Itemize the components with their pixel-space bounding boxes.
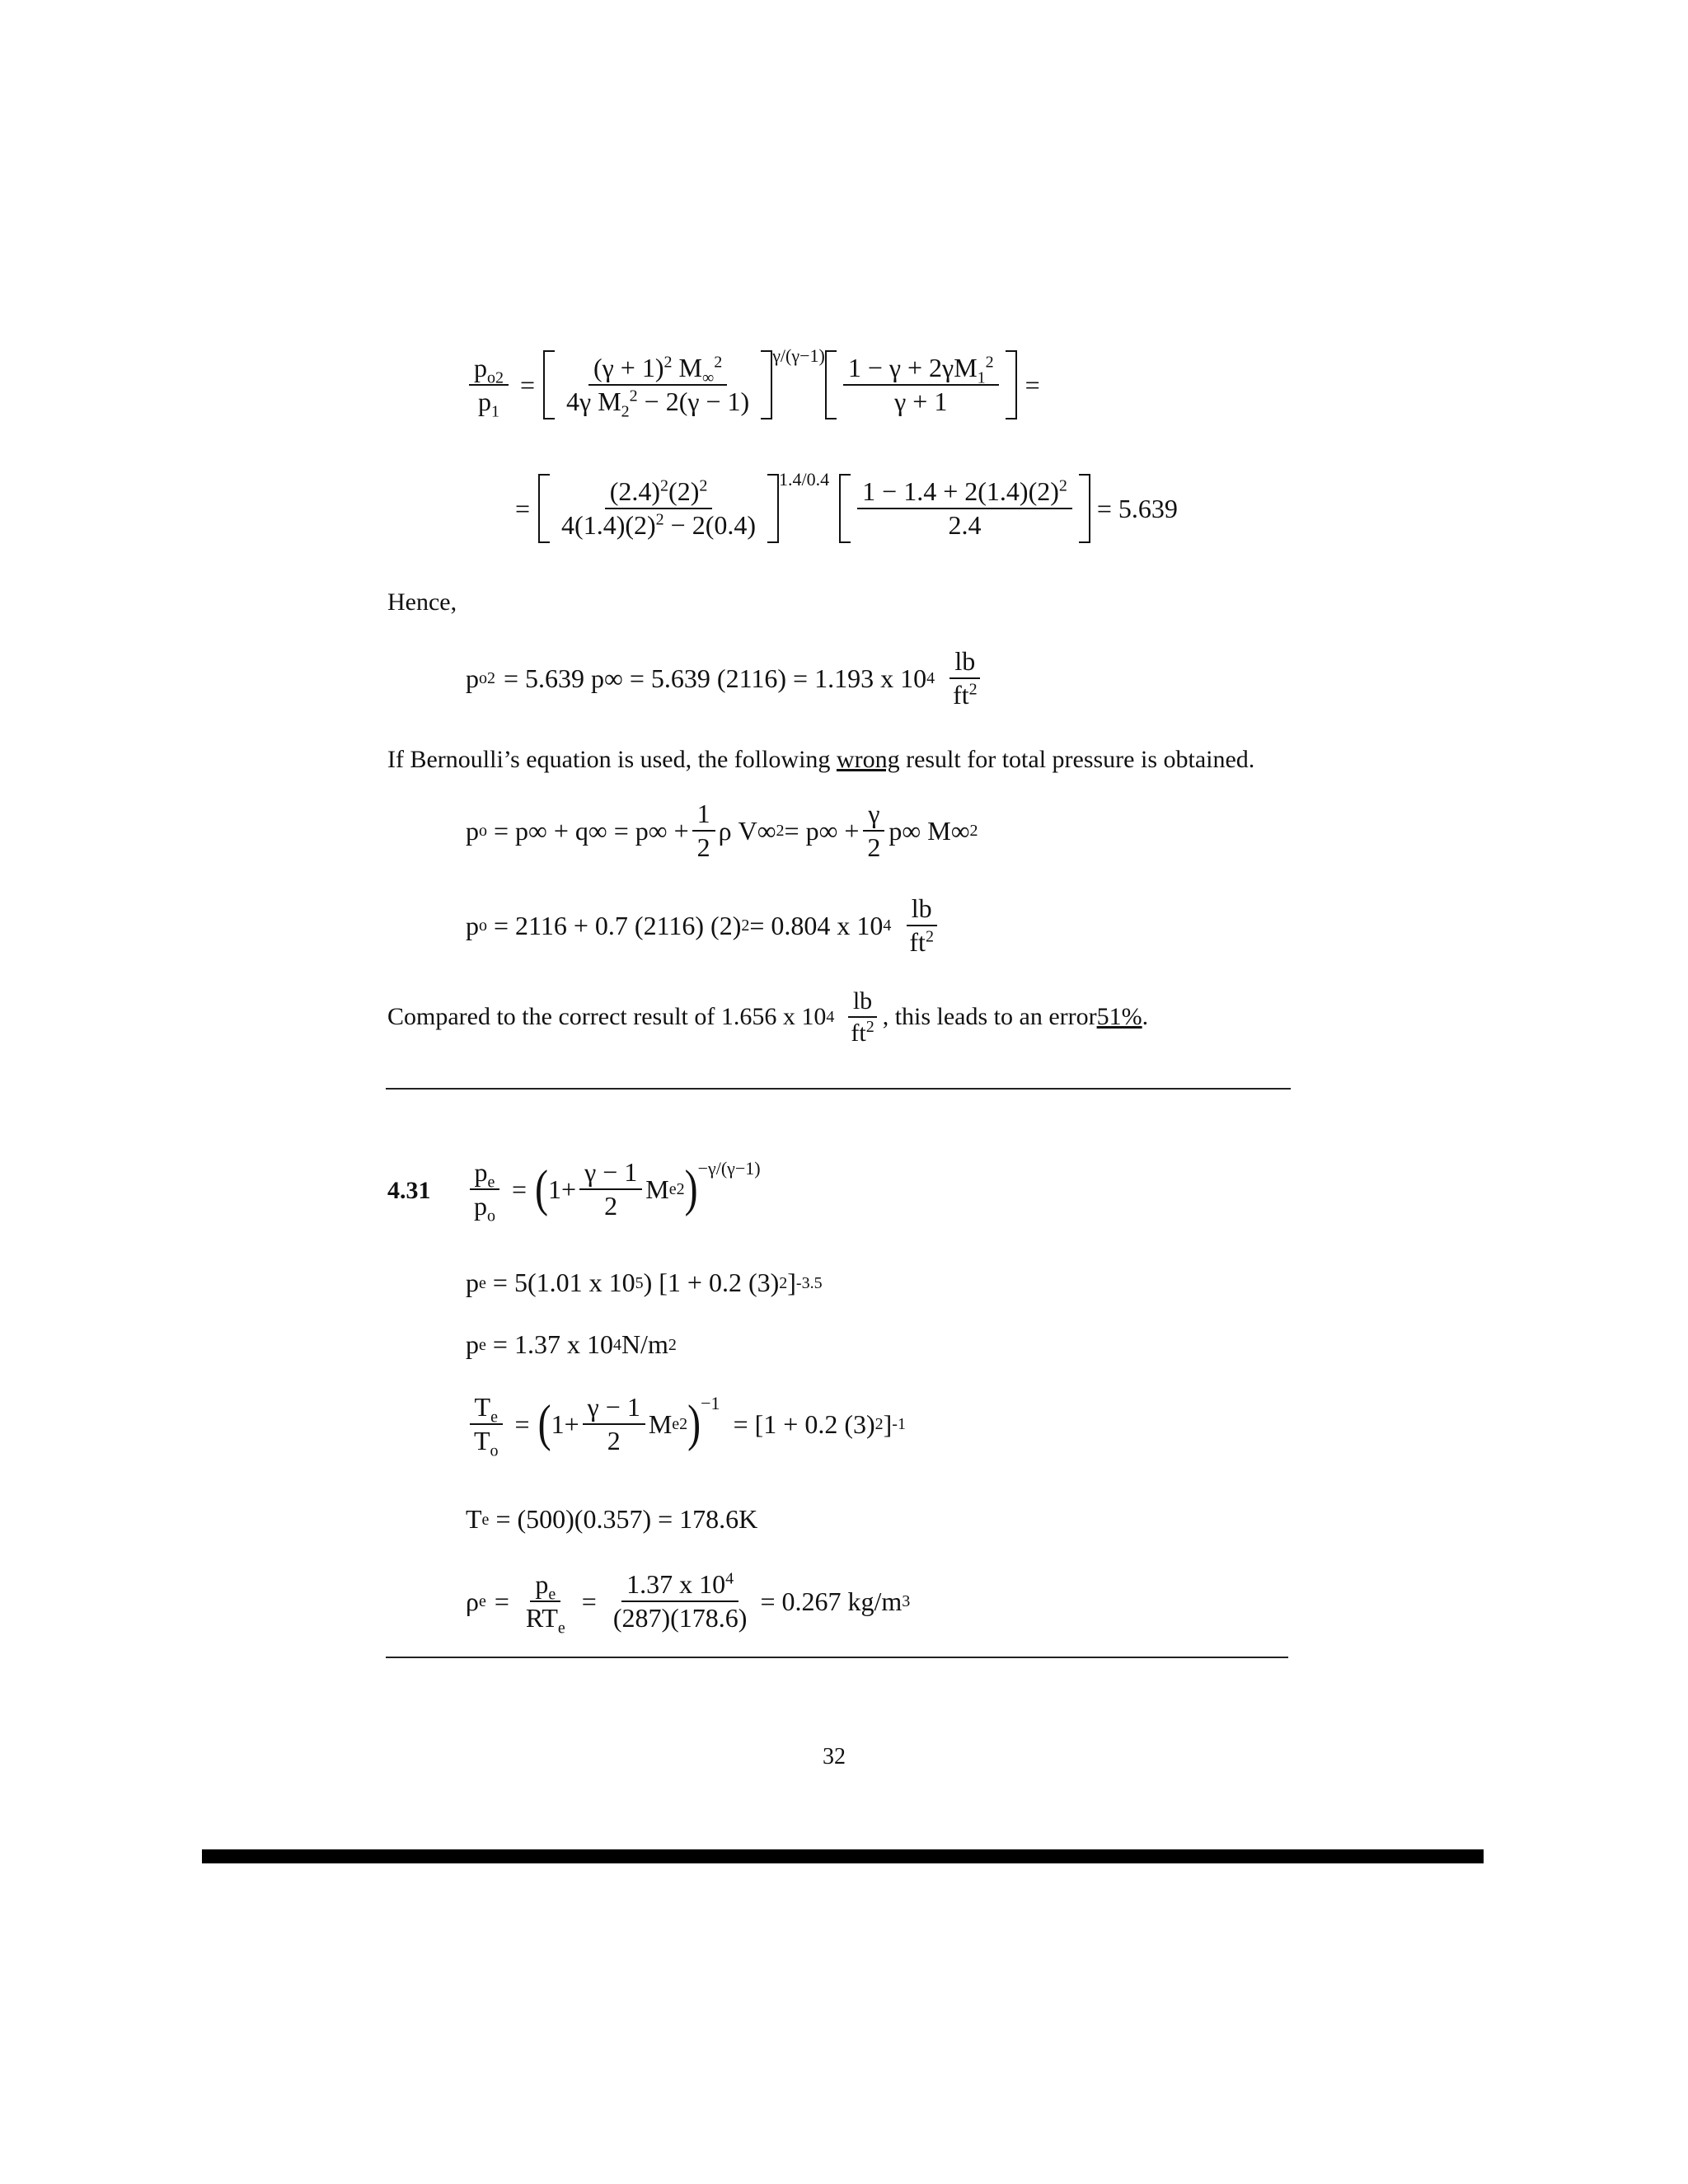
n1: (γ + 1)	[593, 353, 664, 382]
lhs-den: p	[478, 387, 491, 417]
equation-total-pressure-ratio-general	[466, 345, 1048, 421]
equation-exit-density: ρ e = $\frac{p_e}{RT_e}$ = $\frac{1.37 x 10^4}{(287)(178.6)}$ = 0.267 kg/m 3	[466, 1569, 911, 1638]
one-plus: 1+	[548, 1174, 577, 1204]
ln: T	[474, 1392, 491, 1422]
ln-sub: e	[490, 1408, 498, 1427]
fn: γ − 1	[583, 1393, 645, 1425]
equals: =	[515, 493, 531, 523]
fd-sub: e	[557, 1619, 565, 1638]
bottom-black-bar	[202, 1849, 1484, 1863]
gamma-fraction	[583, 1393, 645, 1455]
n2-sup: 2	[1058, 476, 1067, 495]
problem-number: 4.31	[387, 1177, 431, 1204]
bernoulli-sentence	[387, 745, 1254, 775]
ld-sub: o	[487, 1207, 495, 1226]
gamma-fraction	[579, 1158, 642, 1221]
equation-total-pressure-result: p o2 = 5.639 p∞ = 5.639 (2116) = 1.193 x 10 4 $\frac{lb}{ft^2}$	[466, 647, 986, 710]
d1-sub: 2	[621, 402, 630, 421]
lhs: p	[466, 1268, 479, 1297]
n1b-sup: 2	[699, 476, 708, 495]
equals: =	[520, 369, 536, 400]
body3: ]	[787, 1268, 796, 1297]
body2: N/m	[621, 1329, 668, 1359]
equation-exit-pressure-result: p e = 1.37 x 10 4 N/m 2	[466, 1329, 677, 1359]
unit-den: ft	[851, 1019, 866, 1047]
unit-den: ft	[953, 680, 969, 710]
n1b: (2)	[668, 476, 700, 506]
d1b: − 2(0.4)	[663, 510, 757, 541]
unit-num: lb	[848, 987, 877, 1018]
n1b-sup: 2	[714, 353, 723, 372]
gd: (287)(178.6)	[612, 1603, 748, 1633]
d2: γ + 1	[894, 387, 948, 417]
fd: RT	[525, 1603, 558, 1633]
half-num: 1	[692, 799, 715, 832]
body: = 1.37 x 10	[492, 1329, 613, 1359]
hence-text: Hence,	[387, 588, 457, 616]
body: = 5.639 p∞ = 5.639 (2116) = 1.193 x 10	[504, 663, 927, 693]
lhs-num-sub: o2	[487, 368, 504, 387]
gn-sup: 4	[725, 1569, 734, 1588]
lhs: p	[466, 815, 479, 846]
body2: = 0.804 x 10	[749, 910, 884, 940]
density-numeric-fraction	[608, 1570, 753, 1633]
bracket-1	[543, 350, 772, 419]
bernoulli-text-a: If Bernoulli’s equation is used, the following	[387, 746, 837, 773]
half-den: 2	[696, 832, 710, 863]
lhs-num: p	[474, 353, 487, 382]
unit-den-sup: 2	[865, 1018, 874, 1036]
body: = 5(1.01 x 10	[492, 1268, 635, 1297]
n1b-sub: ∞	[701, 368, 715, 387]
lhs: T	[466, 1504, 482, 1534]
ld: p	[474, 1191, 487, 1221]
error-percent: 51%	[1096, 1003, 1142, 1030]
unit-den: ft	[909, 927, 926, 958]
n2: 1 − γ + 2γM	[847, 353, 978, 382]
rhs2: ]	[883, 1408, 893, 1439]
body2: ) [1 + 0.2 (3)	[643, 1268, 780, 1297]
bracket-1-fraction	[561, 353, 754, 421]
lhs-fraction	[469, 1392, 504, 1460]
compare-a: Compared to the correct result of 1.656 x 10	[387, 1003, 827, 1030]
tail: p∞ M∞	[889, 815, 970, 846]
density-fraction	[521, 1569, 570, 1638]
half-fraction	[692, 799, 715, 862]
ln: p	[474, 1157, 488, 1187]
bracket-2-fraction	[843, 354, 999, 416]
d2: 2.4	[948, 510, 982, 541]
compare-unit-fraction	[846, 987, 879, 1047]
bracket-1-exponent: γ/(γ−1)	[772, 345, 825, 366]
mach: M	[645, 1174, 669, 1204]
ld-sub: o	[490, 1441, 499, 1460]
d1: 4γ M	[566, 387, 621, 417]
bracket-1	[538, 474, 779, 543]
body: = 2116 + 0.7 (2116) (2)	[494, 910, 742, 940]
compare-end: .	[1142, 1003, 1149, 1030]
lhs-fraction	[469, 1157, 500, 1226]
bracket-2	[839, 474, 1090, 543]
d1b: − 2(γ − 1)	[637, 387, 750, 417]
page-number: 32	[823, 1744, 846, 1769]
lhs-fraction	[469, 353, 509, 421]
equals-2: =	[581, 1586, 597, 1616]
n1b: M	[672, 353, 702, 382]
unit-fraction	[904, 894, 939, 957]
lhs-den-sub: 1	[491, 402, 499, 421]
result: = 5.639	[1096, 493, 1178, 523]
lhs: p	[466, 910, 479, 940]
n1-sup: 2	[660, 476, 669, 495]
fn: γ − 1	[579, 1158, 642, 1190]
d1-sup: 2	[629, 387, 638, 405]
compare-b: , this leads to an error	[882, 1003, 1097, 1030]
one-plus: 1+	[551, 1408, 579, 1439]
section-divider	[386, 1088, 1291, 1090]
fn-sub: e	[548, 1585, 556, 1604]
d1: 4(1.4)(2)	[561, 510, 656, 541]
unit-den-sup: 2	[968, 680, 978, 699]
unit-num: lb	[907, 894, 937, 926]
equation-exit-temperature: T e = (500)(0.357) = 178.6K	[466, 1504, 758, 1534]
result: = 0.267 kg/m	[760, 1586, 903, 1616]
n2-sup: 2	[985, 353, 994, 372]
p: p	[466, 663, 479, 693]
trailing-equals: =	[1025, 369, 1040, 400]
equals: =	[494, 1586, 509, 1616]
bracket-1-fraction	[556, 477, 761, 540]
fd: 2	[607, 1426, 621, 1456]
exponent: −1	[701, 1393, 720, 1413]
mid: = p∞ + q∞ = p∞ +	[494, 815, 689, 846]
bracket-2	[825, 350, 1017, 419]
n2-sub: 1	[977, 368, 986, 387]
ld: T	[474, 1426, 490, 1456]
equation-total-pressure-ratio-numeric	[507, 469, 1178, 543]
ln-sub: e	[487, 1173, 495, 1192]
bracket-2-fraction	[857, 477, 1072, 540]
fd: 2	[604, 1191, 618, 1221]
g-den: 2	[867, 832, 881, 863]
fn: p	[535, 1569, 549, 1599]
comparison-sentence: Compared to the correct result of 1.656 x 10 4 $\frac{lb}{ft^2}$ , this leads to an error 51% .	[387, 987, 1149, 1047]
n1: (2.4)	[609, 476, 661, 506]
exponent: −γ/(γ−1)	[697, 1158, 761, 1179]
equation-exit-pressure-ratio: $\frac{p_e}{p_o}$ = ( 1+ $\frac{\gamma - 1}{2}$ M e 2 ) −γ/(γ−1)	[466, 1158, 761, 1221]
bernoulli-text-b: result for total pressure is obtained.	[899, 746, 1255, 773]
equation-exit-temperature-ratio: $\frac{T_e}{T_o}$ = ( 1+ $\frac{\gamma - 1}{2}$ M e 2 ) −1 = [1 + 0.2 (3) 2 ] -1	[466, 1393, 906, 1455]
gamma-fraction	[862, 799, 885, 862]
unit-fraction	[948, 647, 982, 710]
n1-sup: 2	[663, 353, 673, 372]
wrong-word: wrong	[836, 746, 900, 773]
rhs: = [1 + 0.2 (3)	[733, 1408, 875, 1439]
body: = (500)(0.357) = 178.6K	[495, 1504, 758, 1534]
mid3: = p∞ +	[784, 815, 860, 846]
lhs: ρ	[466, 1586, 479, 1616]
n2: 1 − 1.4 + 2(1.4)(2)	[862, 476, 1059, 506]
g-num: γ	[863, 799, 884, 832]
equation-bernoulli-numeric: p o = 2116 + 0.7 (2116) (2) 2 = 0.804 x 10 4 $\frac{lb}{ft^2}$	[466, 894, 942, 957]
mid2: ρ V∞	[718, 815, 776, 846]
unit-den-sup: 2	[925, 927, 934, 946]
unit-num: lb	[950, 647, 980, 679]
gn: 1.37 x 10	[626, 1569, 726, 1599]
bracket-1-exponent: 1.4/0.4	[779, 469, 830, 490]
mach: M	[648, 1408, 673, 1439]
lhs: p	[466, 1329, 479, 1359]
section-divider-2	[386, 1657, 1288, 1658]
equation-exit-pressure: p e = 5(1.01 x 10 5 ) [1 + 0.2 (3) 2 ] -3.5	[466, 1268, 823, 1297]
equation-bernoulli: p o = p∞ + q∞ = p∞ + $\frac{1}{2}$ ρ V∞ 2 = p∞ + $\frac{\gamma}{2}$ p∞ M∞ 2	[466, 799, 978, 863]
d1-sup: 2	[655, 510, 664, 529]
